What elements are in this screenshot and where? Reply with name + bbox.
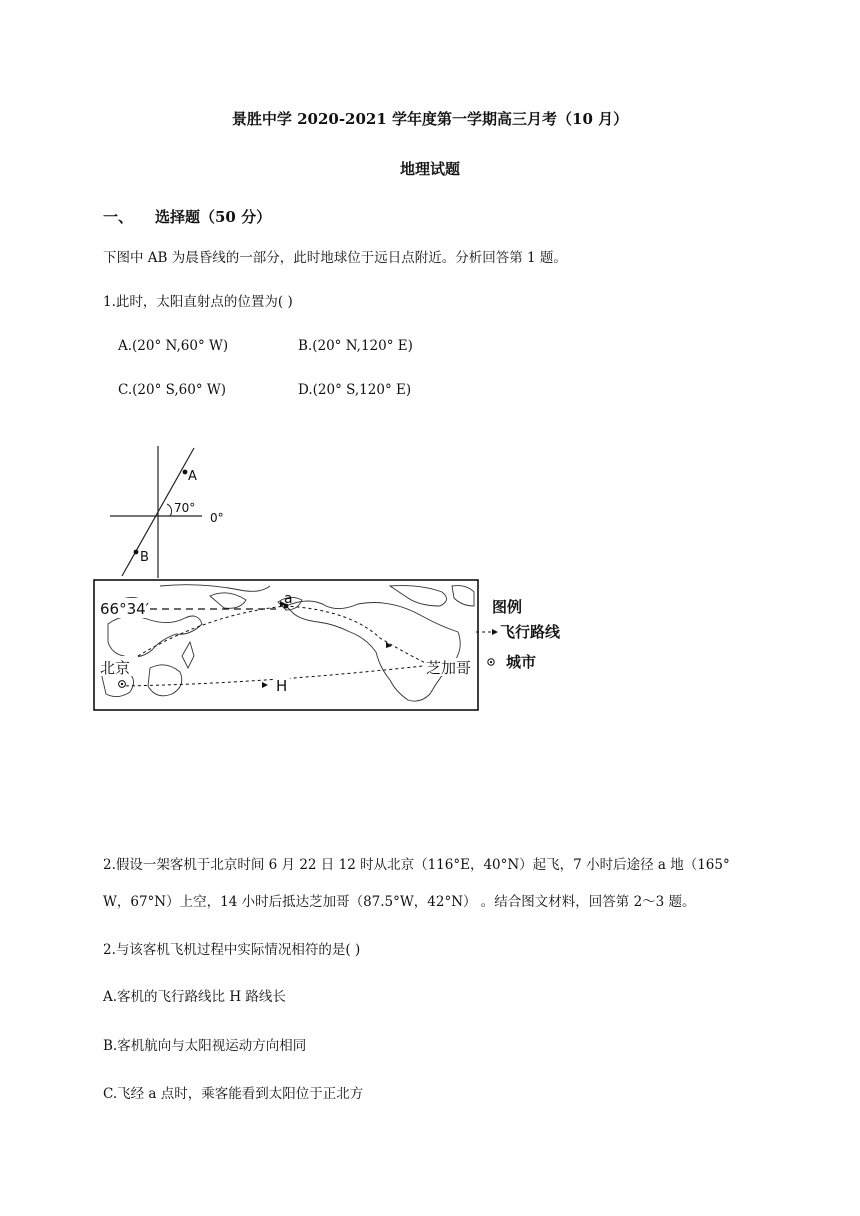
legend-title: 图例 — [492, 598, 523, 616]
section-heading: 选择题（50 分） — [155, 208, 272, 226]
q2-option-c: C.飞经 a 点时，乘客能看到太阳位于正北方 — [103, 1086, 364, 1102]
angle-label: 70° — [174, 501, 196, 515]
question-2-intro-line-2: W，67°N）上空，14 小时后抵达芝加哥（87.5°W，42°N） 。结合图文材料，回答第 2～3 题。 — [103, 894, 696, 910]
q1-option-a: A.(20° N,60° W) — [118, 338, 229, 354]
question-intro: 下图中 AB 为晨昏线的一部分，此时地球位于远日点附近。分析回答第 1 题。 — [103, 250, 567, 266]
exam-title: 景胜中学 2020-2021 学年度第一学期高三月考（10 月） — [231, 110, 629, 128]
question-1-stem: 1.此时，太阳直射点的位置为( ) — [103, 294, 293, 310]
q2-option-a: A.客机的飞行路线比 H 路线长 — [103, 989, 286, 1005]
legend-city-label: 城市 — [506, 653, 537, 671]
city-label-chicago: 芝加哥 — [426, 659, 472, 677]
q2-option-b: B.客机航向与太阳视运动方向相同 — [103, 1038, 307, 1054]
q1-option-c: C.(20° S,60° W) — [118, 382, 227, 398]
point-a-label: a — [284, 591, 293, 607]
exam-subtitle: 地理试题 — [399, 160, 460, 178]
legend-route-label: 飞行路线 — [500, 623, 561, 641]
angle-arc — [167, 504, 172, 516]
question-2-intro-line-1: 2.假设一架客机于北京时间 6 月 22 日 12 时从北京（116°E，40°N）起飞，7 小时后途径 a 地（165° — [103, 857, 730, 873]
city-label-beijing: 北京 — [100, 659, 131, 677]
q1-option-b: B.(20° N,120° E) — [298, 338, 413, 354]
point-b-dot — [134, 550, 139, 555]
question-2-stem: 2.与该客机飞机过程中实际情况相符的是( ) — [103, 942, 361, 958]
equator-label: 0° — [210, 511, 224, 525]
q1-option-d: D.(20° S,120° E) — [298, 382, 412, 398]
flight-route-map — [90, 576, 561, 716]
label-a: A — [188, 469, 197, 484]
arctic-circle-label: 66°34′ — [100, 600, 150, 618]
point-a-dot — [183, 470, 188, 475]
route-h-label: H — [276, 677, 288, 695]
section-number: 一、 — [103, 208, 134, 226]
terminator-diagram — [100, 440, 240, 580]
label-b: B — [140, 550, 149, 565]
